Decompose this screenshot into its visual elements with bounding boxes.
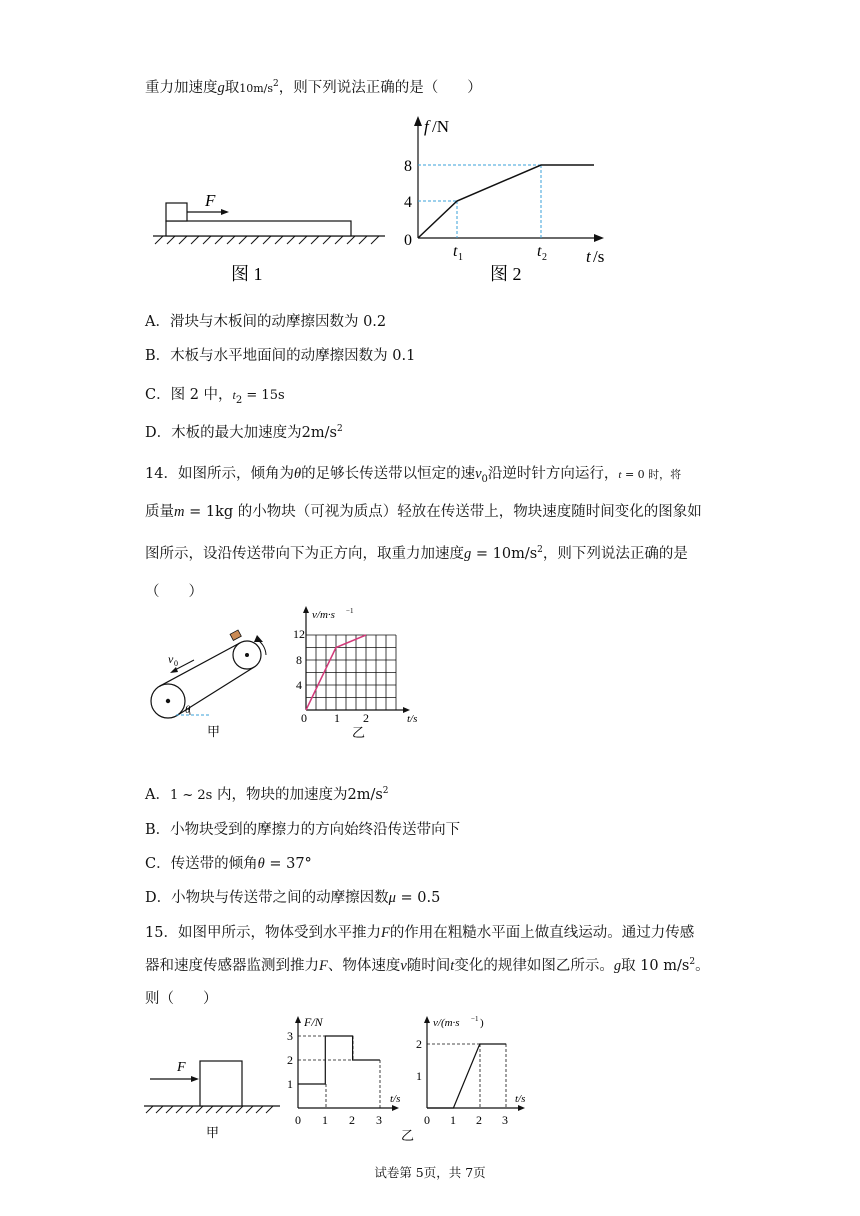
t-axis-label: t/s	[407, 713, 418, 725]
x-tick: 1	[450, 1113, 456, 1127]
y-tick: 12	[293, 627, 305, 641]
figure-jia-caption: 甲	[207, 724, 221, 739]
x-tick-t1: t	[453, 243, 458, 260]
question-15-line-1: 15．如图甲所示，物体受到水平推力F的作用在粗糙水平面上做直线运动。通过力传感	[145, 925, 695, 941]
x-tick-t2: t	[537, 243, 542, 260]
option-c: C．图 2 中，$t_2 = 15s$	[145, 387, 285, 406]
theta-label: θ	[185, 704, 191, 716]
t-axis-label: t/s	[390, 1093, 401, 1105]
figure-yi-caption: 乙	[401, 1128, 415, 1143]
svg-text:/s: /s	[593, 247, 605, 266]
svg-text:1: 1	[458, 252, 463, 263]
v-axis-label: v/m·s	[312, 609, 335, 621]
y-tick: 4	[404, 194, 412, 211]
svg-text:/N: /N	[432, 117, 449, 136]
force-label: F	[205, 191, 216, 210]
figure-1-caption: 图 1	[231, 264, 263, 284]
velocity-curve	[427, 1044, 506, 1108]
figure-14-yi-vt-graph	[290, 598, 440, 748]
F-axis-label: F/N	[304, 1015, 323, 1029]
x-tick: 2	[349, 1113, 355, 1127]
force-label: F	[177, 1060, 186, 1075]
figure-2-caption: 图 2	[490, 264, 522, 284]
board	[166, 221, 351, 236]
y-tick: 1	[416, 1069, 422, 1083]
f-axis-label: f	[424, 117, 429, 136]
x-tick: 3	[376, 1113, 382, 1127]
svg-text:): )	[480, 1017, 484, 1029]
option-d: D．小物块与传送带之间的动摩擦因数μ = 0.5	[145, 890, 441, 906]
question-15-line-2: 器和速度传感器监测到推力F、物体速度v随时间t变化的规律如图乙所示。g取 10 $m/s^2$。	[145, 957, 710, 974]
question-14-line-2: 质量m = 1kg 的小物块（可视为质点）轻放在传送带上，物块速度随时间变化的图象如	[145, 504, 702, 520]
y-tick: 3	[287, 1029, 293, 1043]
option-a: A．滑块与木板间的动摩擦因数为 0.2	[145, 314, 387, 330]
y-tick: 2	[416, 1037, 422, 1051]
figure-14-jia-conveyor	[140, 620, 275, 745]
arrow-icon	[191, 1076, 199, 1082]
object-block	[200, 1061, 242, 1106]
small-block	[230, 630, 241, 640]
y-tick: 8	[404, 158, 412, 175]
page-footer: 试卷第 5页，共 7页	[374, 1165, 486, 1180]
svg-text:0: 0	[174, 659, 178, 668]
block	[166, 203, 187, 221]
option-b: B．木板与水平地面间的动摩擦因数为 0.1	[145, 348, 416, 364]
rotation-arrow-icon	[254, 635, 263, 642]
x-tick: 0	[424, 1113, 430, 1127]
arrow-icon	[221, 209, 229, 215]
y-tick: 2	[287, 1053, 293, 1067]
question-14-line-3: 图所示，设沿传送带向下为正方向，取重力加速度$g = 10m/s^2$，则下列说法正确的是	[145, 545, 688, 562]
option-c: C．传送带的倾角θ = 37°	[145, 856, 312, 872]
x-tick: 0	[295, 1113, 301, 1127]
figure-jia-caption: 甲	[206, 1125, 220, 1140]
y-tick: 0	[404, 232, 412, 249]
figure-yi-caption: 乙	[352, 725, 366, 740]
t-axis-label: t	[586, 247, 591, 266]
question-13-stem-end: 重力加速度g取$10m/s^2$，则下列说法正确的是（ ）	[145, 79, 482, 96]
figure-2-friction-graph	[398, 112, 618, 287]
figure-15-yi-graphs	[283, 1010, 543, 1145]
option-a: A．1 ~ 2s 内，物块的加速度为$2m/s^2$	[145, 786, 389, 803]
figure-1-board-block	[145, 185, 395, 290]
t-axis-label: t/s	[515, 1093, 526, 1105]
option-d: D．木板的最大加速度为$2m/s^2$	[145, 424, 343, 441]
svg-text:2: 2	[542, 252, 547, 263]
figure-15-jia-block	[140, 1045, 285, 1145]
x-tick: 2	[363, 711, 369, 725]
svg-text:−1: −1	[346, 607, 354, 615]
x-tick: 1	[322, 1113, 328, 1127]
x-tick: 1	[334, 711, 340, 725]
x-tick: 0	[301, 711, 307, 725]
svg-text:−1: −1	[471, 1015, 479, 1023]
y-tick: 1	[287, 1077, 293, 1091]
question-14-line-1: 14．如图所示，倾角为θ的足够长传送带以恒定的速$v_0$沿逆时针方向运行，t = 0 时，将	[145, 466, 682, 485]
question-15-line-3: 则（ ）	[145, 991, 218, 1007]
v-axis-label: v/(m·s	[433, 1017, 460, 1029]
x-tick: 3	[502, 1113, 508, 1127]
y-tick: 8	[296, 653, 302, 667]
v0-label: v	[168, 652, 174, 666]
option-b: B．小物块受到的摩擦力的方向始终沿传送带向下	[145, 822, 461, 838]
y-tick: 4	[296, 678, 302, 692]
x-tick: 2	[476, 1113, 482, 1127]
question-14-line-4: （ ）	[145, 584, 203, 600]
